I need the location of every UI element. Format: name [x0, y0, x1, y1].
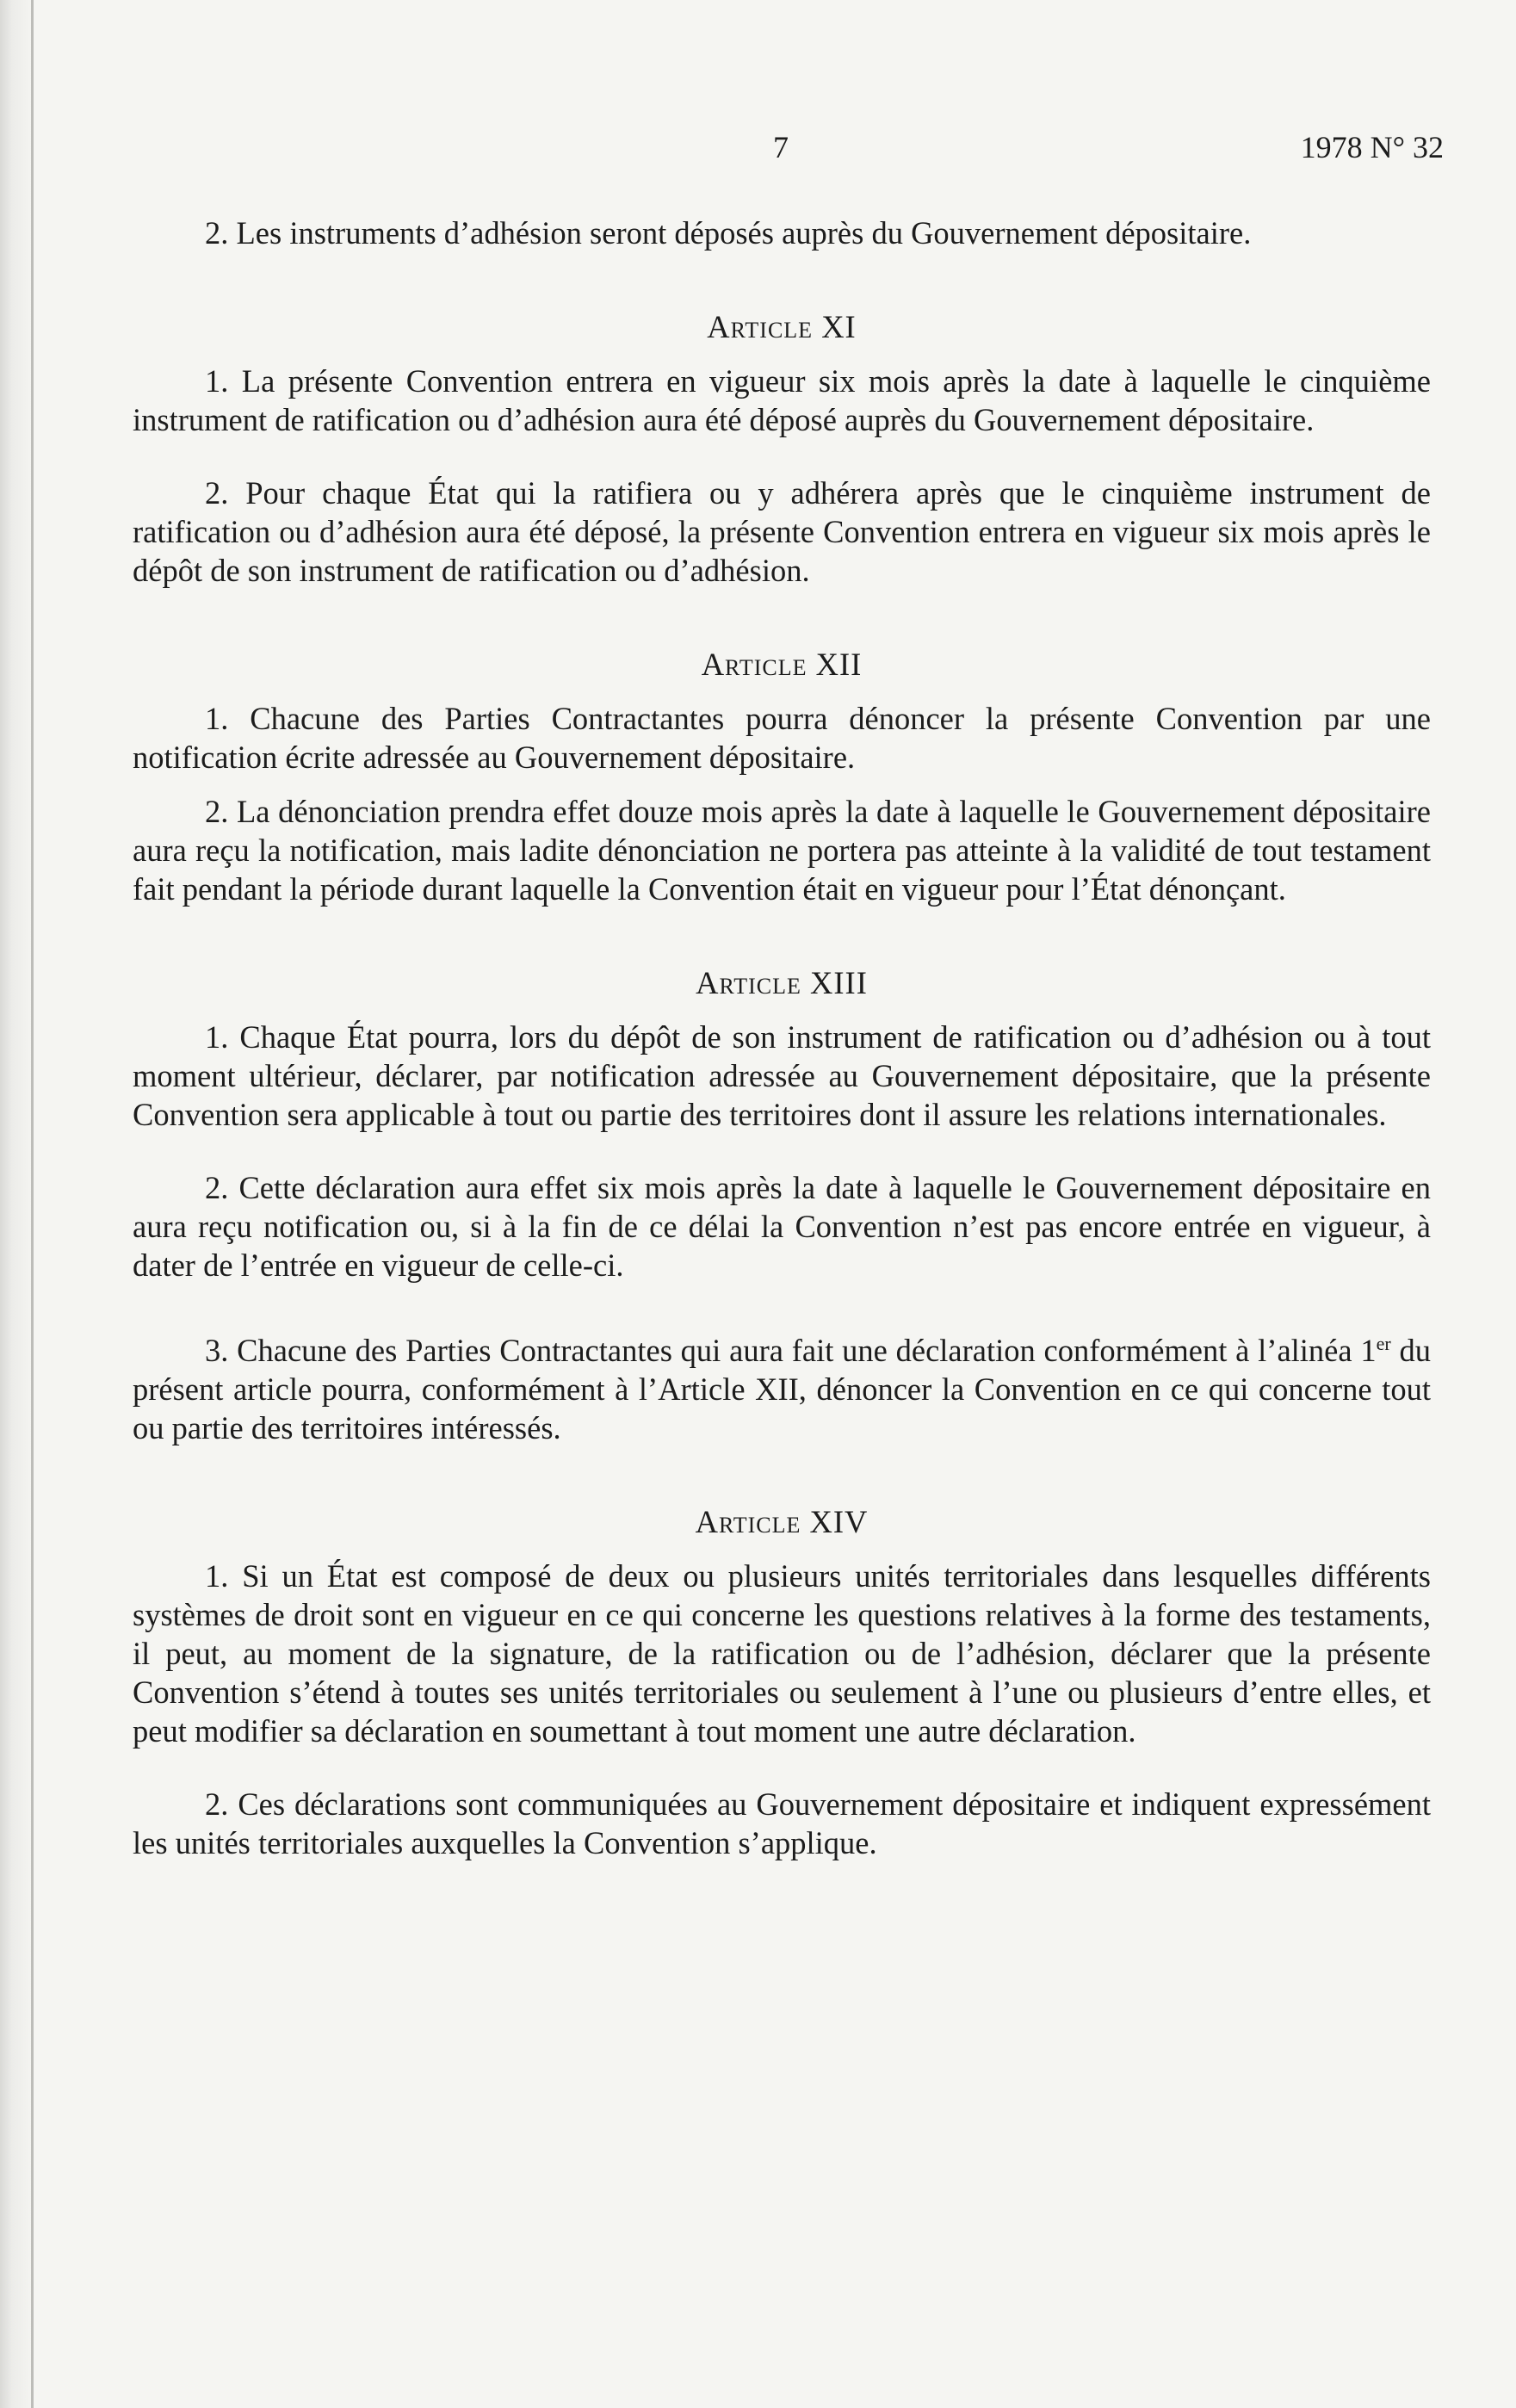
- article-11-heading: Article XI: [707, 309, 857, 344]
- binding-edge: [31, 0, 34, 2408]
- article-13-paragraph-1: 1. Chaque État pourra, lors du dépôt de son instrument de ratification ou d’adhésion ou à tout moment ultérieur, déclarer, par notification adressée au Gouvernement dépositaire, que la présente Convention sera applicable à tout ou partie des territoires dont il assure les relations internationales.: [133, 1019, 1431, 1132]
- document-body: [133, 214, 1431, 1862]
- article-12-heading: Article XII: [701, 647, 863, 682]
- article-14-heading: Article XIV: [695, 1504, 869, 1539]
- article-12-paragraph-1: 1. Chacune des Parties Contractantes pourra dénoncer la présente Convention par une notification écrite adressée au Gouvernement dépositaire.: [133, 701, 1431, 775]
- article-13-paragraph-2: 2. Cette déclaration aura effet six mois après la date à laquelle le Gouvernement dépositaire en aura reçu notification ou, si à la fin de ce délai la Convention n’est pas encore entrée en vigueur, à dater de l’entrée en vigueur de celle-ci.: [133, 1170, 1431, 1283]
- article-14-paragraph-1: 1. Si un État est composé de deux ou plusieurs unités territoriales dans lesquelles différents systèmes de droit sont en vigueur en ce qui concerne les questions relatives à la forme des testaments, il peut, au moment de la signature, de la ratification ou de l’adhésion, déclarer que la présente Convention s’étend à toutes ses unités territoriales ou seulement à l’une ou plusieurs d’entre elles, et peut modifier sa déclaration en soumettant à tout moment une autre déclaration.: [133, 1558, 1431, 1749]
- article-13-heading: Article XIII: [696, 965, 868, 1000]
- article-10-paragraph-2: 2. Les instruments d’adhésion seront déposés auprès du Gouvernement dépositaire.: [205, 215, 1252, 251]
- article-11-paragraph-1: 1. La présente Convention entrera en vigueur six mois après la date à laquelle le cinquième instrument de ratification ou d’adhésion aura été déposé auprès du Gouvernement dépositaire.: [133, 363, 1431, 437]
- ordinal-superscript: er: [1376, 1332, 1391, 1354]
- article-14-paragraph-2: 2. Ces déclarations sont communiquées au Gouvernement dépositaire et indiquent expressément les unités territoriales auxquelles la Convention s’applique.: [133, 1786, 1431, 1860]
- article-12-paragraph-2: 2. La dénonciation prendra effet douze mois après la date à laquelle le Gouvernement dépositaire aura reçu la notification, mais ladite dénonciation ne portera pas atteinte à la validité de tout testament fait pendant la période durant laquelle la Convention était en vigueur pour l’État dénonçant.: [133, 794, 1431, 907]
- article-13-paragraph-3-start: 3. Chacune des Parties Contractantes qui aura fait une déclaration conformément à l’alinéa 1: [205, 1333, 1377, 1368]
- article-11-paragraph-2: 2. Pour chaque État qui la ratifiera ou y adhérera après que le cinquième instrument de ratification ou d’adhésion aura été déposé, la présente Convention entrera en vigueur six mois après le dépôt de son instrument de ratification ou d’adhésion.: [133, 475, 1431, 588]
- page-header: [0, 129, 1516, 172]
- article-13-paragraph-3-end: du présent article pourra, conformément à l’Article XII, dénoncer la Convention en ce qui concerne tout ou partie des territoires intéressés.: [133, 1333, 1432, 1445]
- article-13-paragraph-3: [133, 1331, 1431, 1447]
- page-number: 7: [773, 130, 789, 164]
- year-number-label: 1978 N° 32: [1300, 130, 1444, 164]
